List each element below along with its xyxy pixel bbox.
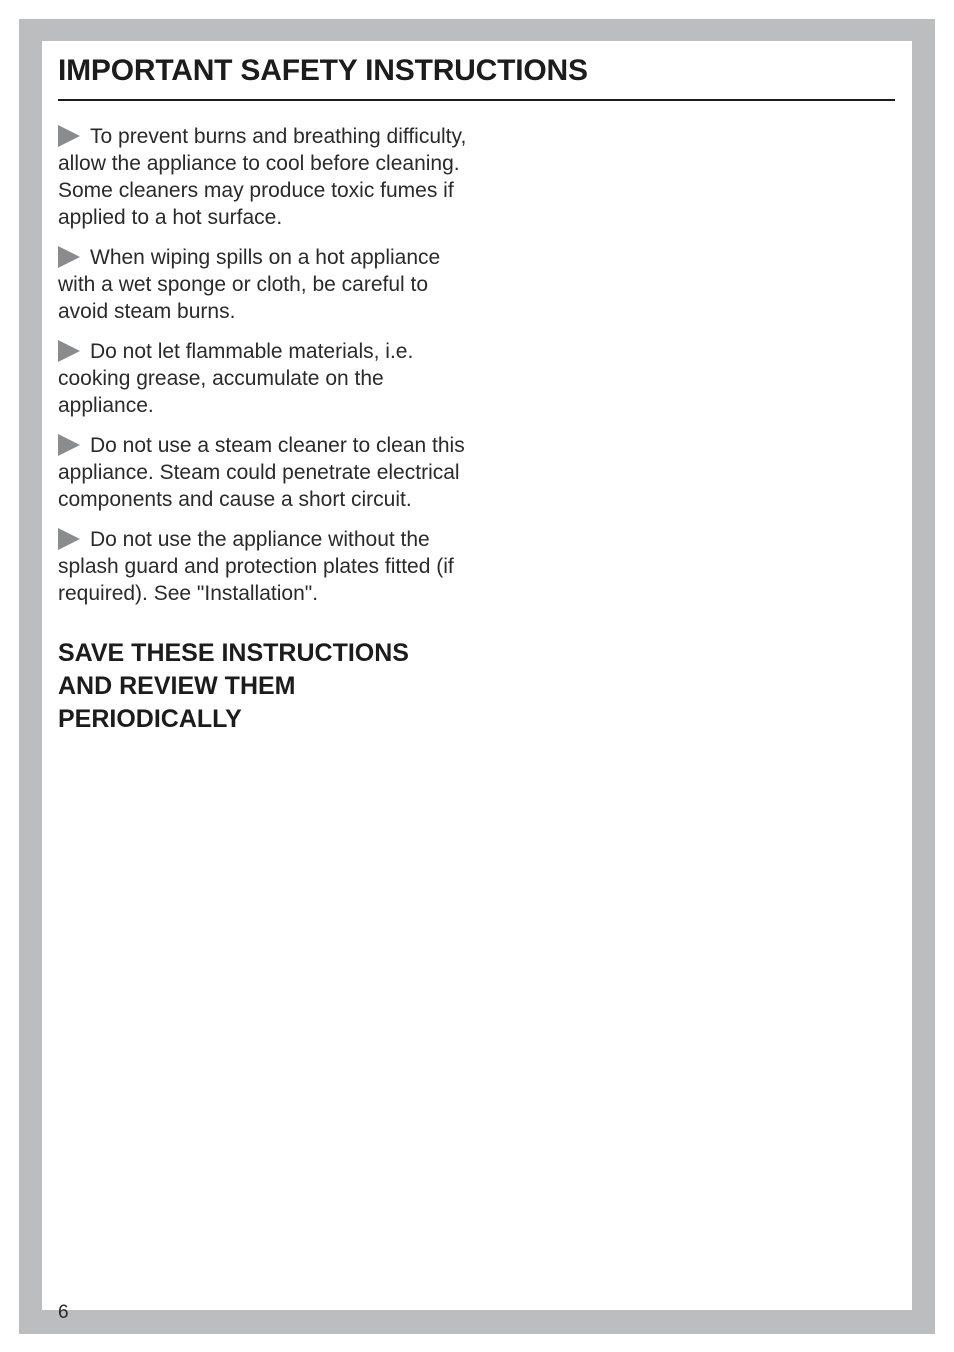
right-triangle-icon (58, 340, 80, 362)
right-triangle-icon (58, 434, 80, 456)
save-instructions-heading: SAVE THESE INSTRUCTIONS AND REVIEW THEM PERIODICALLY (58, 639, 409, 733)
instruction-item (58, 338, 478, 419)
page-title: IMPORTANT SAFETY INSTRUCTIONS (58, 54, 588, 87)
right-triangle-icon (58, 125, 80, 147)
instruction-item (58, 244, 478, 325)
instruction-text: Do not let flammable materials, i.e. cooking grease, accumulate on the appliance. (58, 340, 414, 417)
instruction-list (58, 123, 478, 736)
instruction-item (58, 432, 478, 513)
right-triangle-icon (58, 246, 80, 268)
instruction-text: To prevent burns and breathing difficulty, allow the appliance to cool before cleaning. Some cleaners may produce toxic fumes if applied to a hot surface. (58, 125, 467, 229)
right-triangle-icon (58, 528, 80, 550)
instruction-text: Do not use a steam cleaner to clean this appliance. Steam could penetrate electrical components and cause a short circuit. (58, 434, 465, 511)
instruction-text: When wiping spills on a hot appliance with a wet sponge or cloth, be careful to avoid steam burns. (58, 246, 441, 323)
instruction-item (58, 123, 478, 231)
page-number: 6 (58, 1302, 69, 1323)
title-divider (58, 99, 895, 101)
instruction-item (58, 526, 478, 607)
instruction-text: Do not use the appliance without the splash guard and protection plates fitted (if required). See "Installation". (58, 528, 454, 605)
